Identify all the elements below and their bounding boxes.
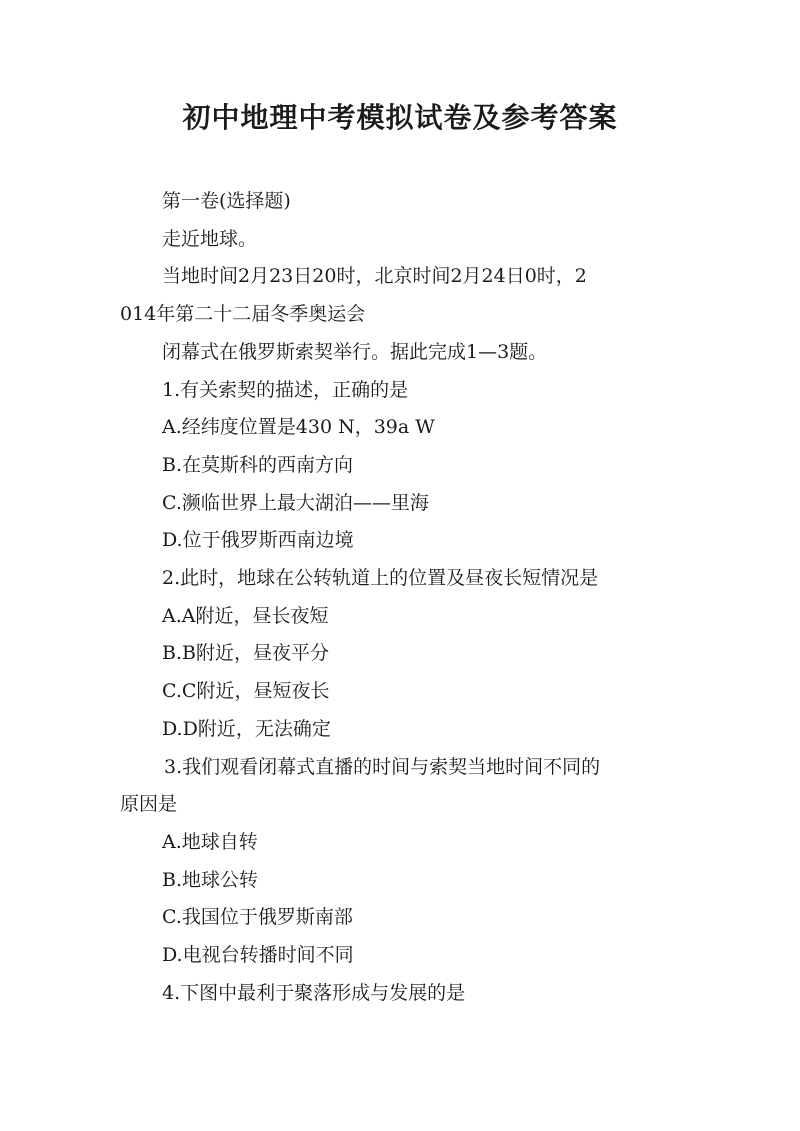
question-line: 2.此时，地球在公转轨道上的位置及昼夜长短情况是: [162, 567, 599, 590]
option-line: B.在莫斯科的西南方向: [162, 453, 354, 476]
option-line: A.经纬度位置是430 N，39a W: [162, 416, 435, 439]
document-title: 初中地理中考模拟试卷及参考答案: [182, 101, 618, 134]
question-line: 4.下图中最利于聚落形成与发展的是: [162, 981, 466, 1004]
option-line: C.我国位于俄罗斯南部: [162, 906, 353, 929]
paragraph-line: 014年第二十二届冬季奥运会: [120, 303, 366, 326]
question-line: 原因是: [120, 793, 178, 816]
option-line: B.地球公转: [162, 868, 259, 891]
question-line: 3.我们观看闭幕式直播的时间与索契当地时间不同的: [164, 755, 601, 778]
option-line: D.D附近，无法确定: [162, 717, 331, 740]
option-line: B.B附近，昼夜平分: [162, 642, 329, 665]
option-line: C.C附近，昼短夜长: [162, 680, 330, 703]
option-line: A.地球自转: [162, 830, 258, 853]
option-line: A.A附近，昼长夜短: [162, 604, 329, 627]
paragraph-line: 当地时间2月23日20时，北京时间2月24日0时，2: [162, 265, 587, 288]
option-line: D.位于俄罗斯西南边境: [162, 529, 354, 552]
paragraph-line: 闭幕式在俄罗斯索契举行。据此完成1—3题。: [162, 340, 548, 363]
question-line: 1.有关索契的描述，正确的是: [162, 378, 409, 401]
topic-line: 走近地球。: [162, 227, 258, 250]
option-line: D.电视台转播时间不同: [162, 944, 354, 967]
option-line: C.濒临世界上最大湖泊——里海: [162, 491, 429, 514]
section-heading: 第一卷(选择题): [162, 190, 291, 212]
document-body: [120, 183, 690, 1012]
